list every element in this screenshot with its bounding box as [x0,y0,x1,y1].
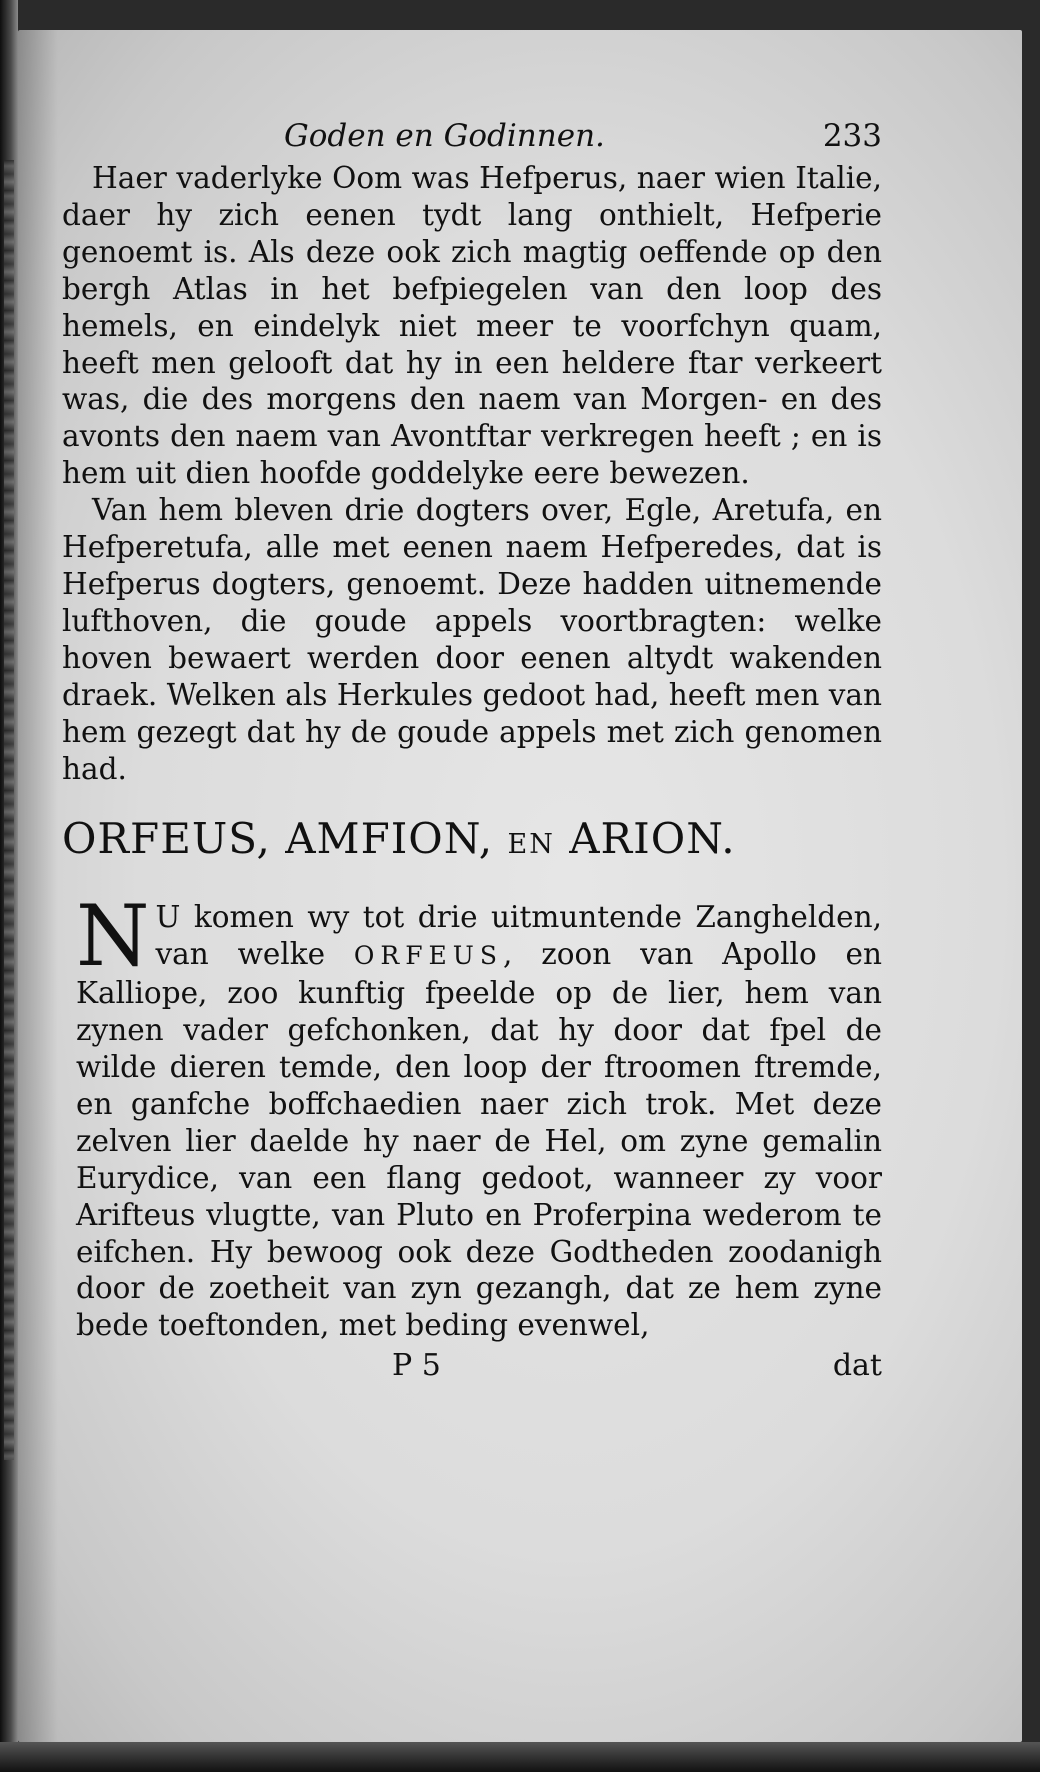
section-title-part1: ORFEUS, AMFION, [62,814,494,864]
page-header [62,112,882,160]
section-title-en: EN [507,829,555,861]
catchword: dat [832,1348,882,1384]
orfeus-name: ORFEUS [353,941,503,971]
binding-edge [0,0,18,1772]
gutter-shadow [18,30,58,1742]
drop-cap: N [76,887,150,986]
bottom-edge [0,1742,1040,1772]
paragraph-hesperedes: Van hem bleven drie dogters over, Egle, Aretufa, en Hefperetufa, alle met eenen naem Hefperedes, dat is Hefperus dogters, genoemt. Deze hadden uitnemende lufthoven, die goude appels voortbragten: welke hoven bewaert werden door eenen altydt wakenden draek. Welken als Herkules gedoot had, heeft men van hem gezegt dat hy de goude appels met zich genomen had. [62,493,882,786]
page-number: 233 [822,118,882,154]
section-title [62,809,882,899]
section-title-part2: ARION. [569,814,736,864]
facing-page-strip [4,160,14,1460]
paragraph-orfeus [62,887,882,1344]
paragraph-orfeus-rest: , zoon van Apollo en Kalliope, zoo kunftig fpeelde op de lier, hem van zynen vader gefchonken, dat hy door dat fpel de wilde dieren temde, den loop der ftroomen ftremde, en ganfche boffchaedien naer zich trok. Met deze zelven lier daelde hy naer de Hel, om zyne gemalin Eurydice, van een flang gedoot, wanneer zy voor Arifteus vlugtte, van Pluto en Proferpina wederom te eifchen. Hy bewoog ook deze Godtheden zoodanigh door de zoetheit van zyn gezangh, dat ze hem zyne bede toeftonden, met beding evenwel, [76,937,882,1343]
paragraph-orfeus-lead: U komen wy tot drie uitmuntende Zanghelden, van welke [155,900,882,972]
page-footer [62,1346,882,1386]
running-head: Goden en Godinnen. [284,118,605,154]
paragraph-hesperus: Haer vaderlyke Oom was Hefperus, naer wien Italie, daer hy zich eenen tydt lang onthielt, Hefperie genoemt is. Als deze ook zich magtig oeffende op den bergh Atlas in het befpiegelen van den loop des hemels, en eindelyk niet meer te voorfchyn quam, heeft men gelooft dat hy in een heldere ftar verkeert was, die des morgens den naem van Morgen- en des avonts den naem van Avontftar verkregen heeft ; en is hem uit dien hoofde goddelyke eere bewezen. [62,161,882,491]
text-block [62,112,882,1386]
signature-mark: P 5 [392,1348,441,1384]
